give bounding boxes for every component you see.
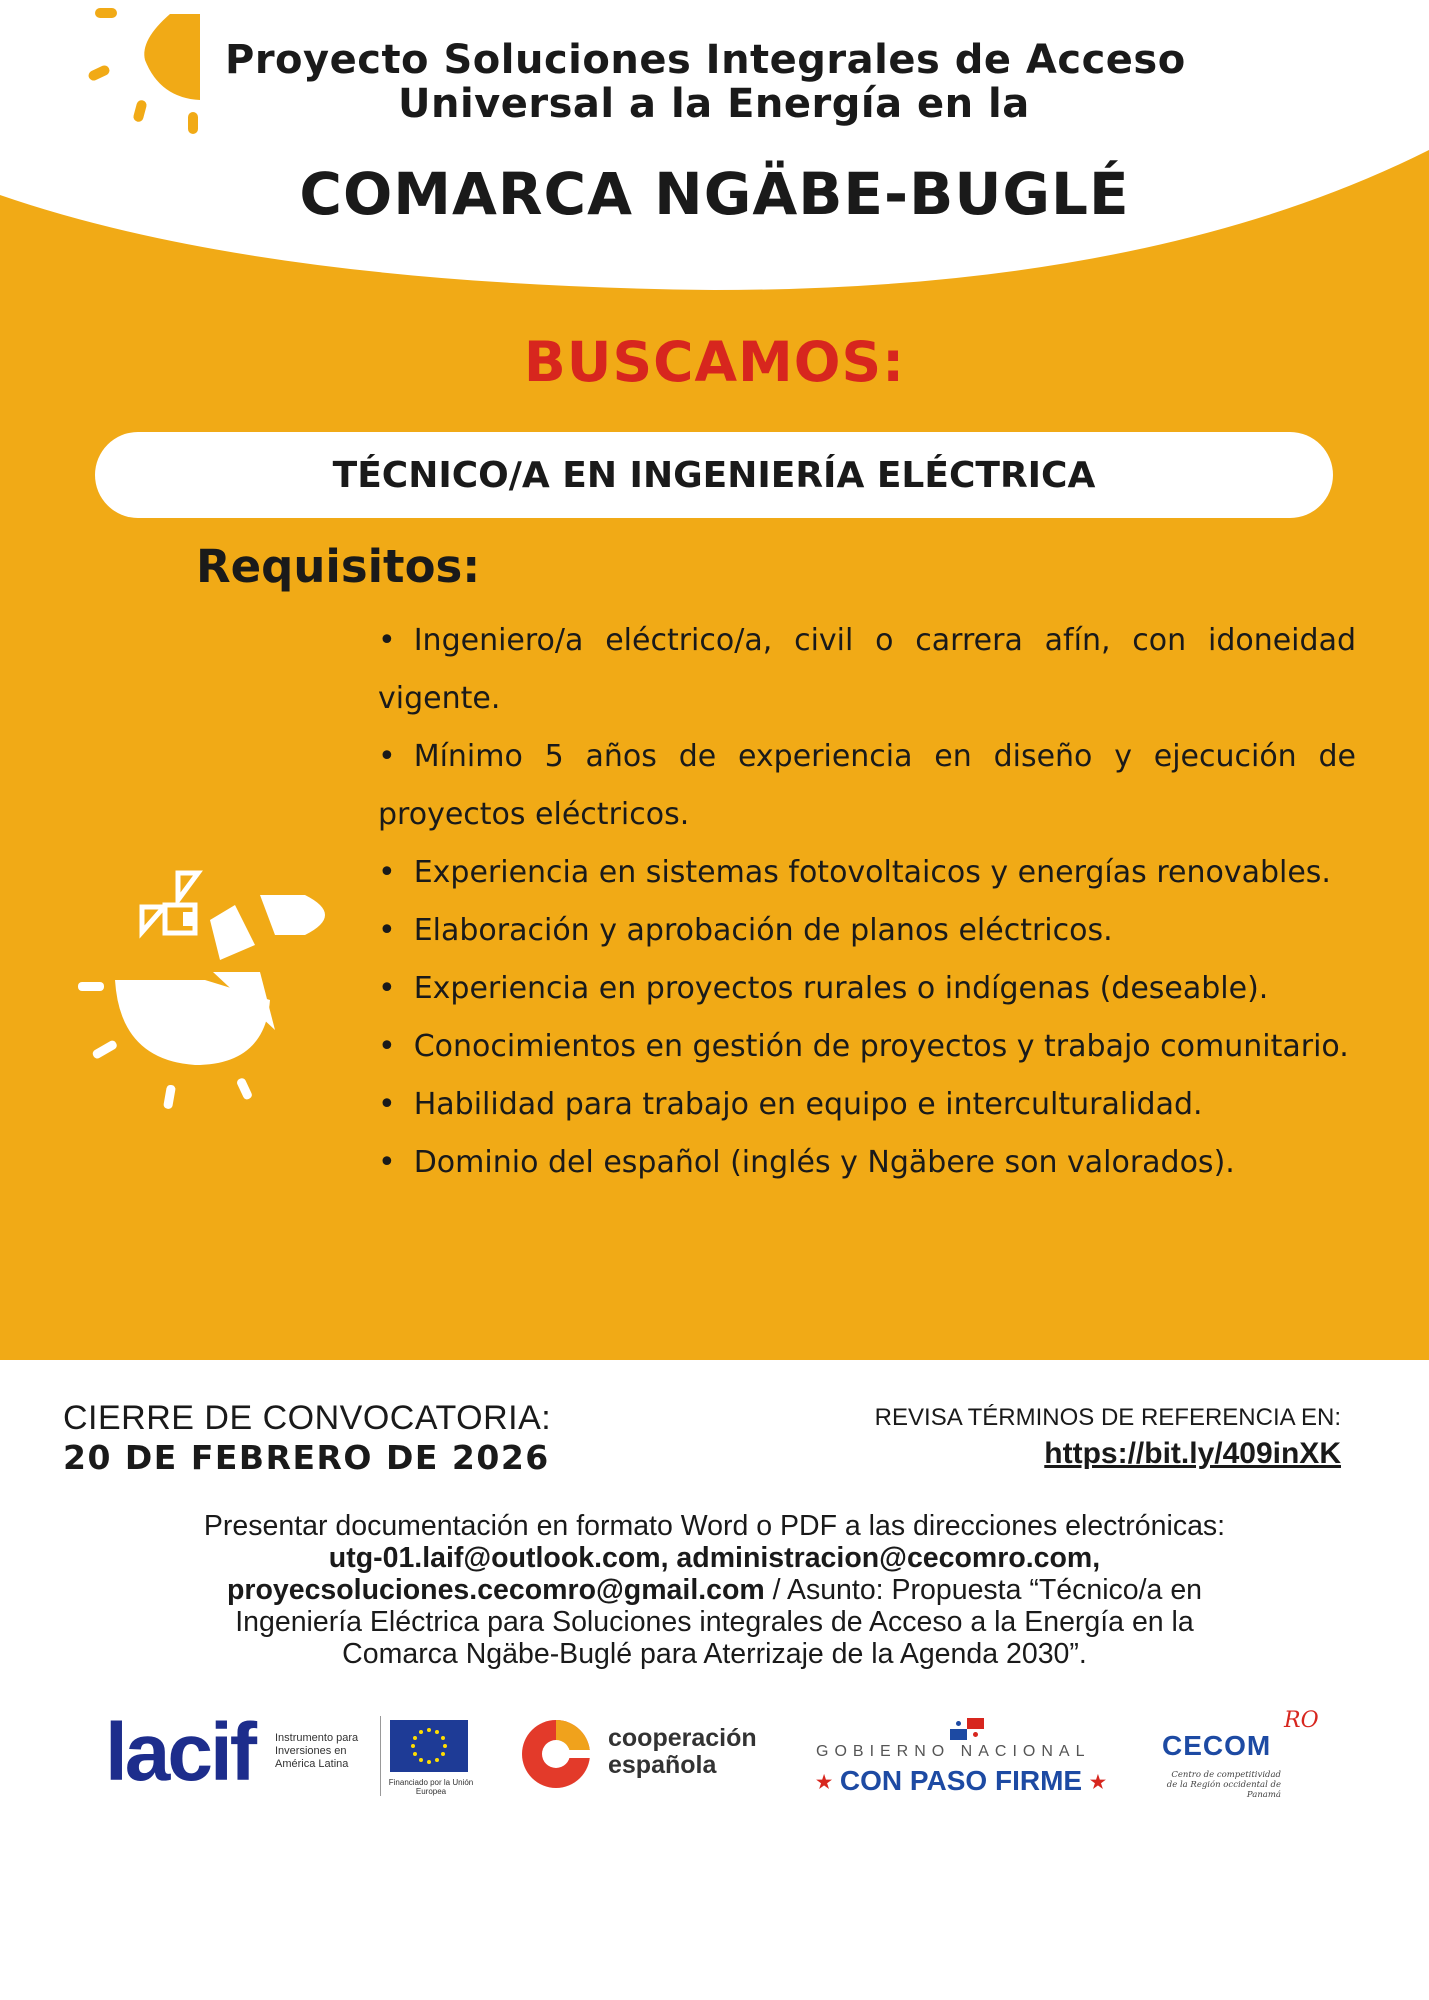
deadline-label: CIERRE DE CONVOCATORIA:	[63, 1399, 552, 1437]
terms-block	[875, 1400, 1341, 1472]
email-addresses[interactable]: utg-01.laif@outlook.com, administracion@cecomro.com,	[328, 1542, 1101, 1574]
project-title-line2: Universal a la Energía en la	[398, 81, 1030, 127]
project-title-line1: Proyecto Soluciones Integrales de Acceso	[225, 37, 1186, 83]
sun-decoration-icon	[60, 860, 360, 1120]
comarca-title: COMARCA NGÄBE-BUGLÉ	[299, 160, 1130, 228]
deadline-block	[63, 1398, 551, 1478]
deadline-date: 20 DE FEBRERO DE 2026	[63, 1438, 550, 1477]
subject-line1: / Asunto: Propuesta “Técnico/a en	[764, 1574, 1203, 1606]
requirement-item: • Ingeniero/a eléctrico/a, civil o carrera afín, con idoneidad vigente.	[378, 612, 1356, 728]
requirement-item: • Experiencia en sistemas fotovoltaicos y energías renovables.	[378, 844, 1356, 902]
requirement-item: • Dominio del español (inglés y Ngäbere son valorados).	[378, 1134, 1356, 1192]
gobierno-line1: GOBIERNO NACIONAL	[816, 1743, 1091, 1760]
email-address-3[interactable]: proyecsoluciones.cecomro@gmail.com	[226, 1574, 765, 1606]
buscamos-heading: BUSCAMOS:	[523, 330, 906, 394]
terms-label: REVISA TÉRMINOS DE REFERENCIA EN:	[874, 1404, 1341, 1431]
coop-line1: cooperación	[608, 1724, 757, 1752]
requirement-item: • Mínimo 5 años de experiencia en diseño y ejecución de proyectos eléctricos.	[378, 728, 1356, 844]
cecom-subtitle: Centro de competitividad de la Región occidental de Panamá	[1166, 1770, 1281, 1800]
cooperacion-espanola-icon	[520, 1718, 592, 1790]
cecom-ro-text: RO	[1284, 1708, 1319, 1733]
project-title	[225, 38, 1265, 126]
requirement-item: • Habilidad para trabajo en equipo e interculturalidad.	[378, 1076, 1356, 1134]
lacif-logo	[105, 1707, 359, 1798]
gobierno-line2: CON PASO FIRME	[839, 1765, 1083, 1796]
cecom-wordmark: CECOM	[1162, 1730, 1272, 1761]
requirement-item: • Conocimientos en gestión de proyectos y trabajo comunitario.	[378, 1018, 1356, 1076]
position-title: TÉCNICO/A EN INGENIERÍA ELÉCTRICA	[332, 454, 1096, 496]
subject-line2: Ingeniería Eléctrica para Soluciones integrales de Acceso a la Energía en la	[235, 1606, 1194, 1638]
position-pill	[95, 432, 1333, 518]
star-icon: ★	[1089, 1772, 1106, 1793]
sun-icon	[60, 0, 230, 140]
panama-flag-icon	[950, 1718, 984, 1740]
star-icon: ★	[816, 1772, 833, 1793]
subject-line3: Comarca Ngäbe-Buglé para Aterrizaje de la Agenda 2030”.	[342, 1638, 1087, 1670]
terms-link[interactable]: https://bit.ly/409inXK	[1044, 1437, 1341, 1470]
logo-divider	[380, 1716, 381, 1796]
requirements-list	[378, 612, 1356, 1192]
requirement-item: • Experiencia en proyectos rurales o indígenas (deseable).	[378, 960, 1356, 1018]
eu-flag-icon	[390, 1720, 468, 1772]
eu-caption: Financiado por la Unión Europea	[388, 1778, 474, 1796]
submission-intro: Presentar documentación en formato Word o PDF a las direcciones electrónicas:	[203, 1510, 1226, 1542]
gobierno-line2-block	[816, 1765, 1116, 1797]
cooperacion-espanola-text	[608, 1725, 757, 1779]
requirement-item: • Elaboración y aprobación de planos eléctricos.	[378, 902, 1356, 960]
coop-line2: española	[608, 1751, 717, 1779]
submission-instructions	[60, 1510, 1369, 1670]
lacif-wordmark: lacif	[105, 1707, 255, 1798]
lacif-subtitle: Instrumento para Inversiones en América Latina	[275, 1732, 359, 1770]
requirements-title: Requisitos:	[196, 540, 481, 593]
